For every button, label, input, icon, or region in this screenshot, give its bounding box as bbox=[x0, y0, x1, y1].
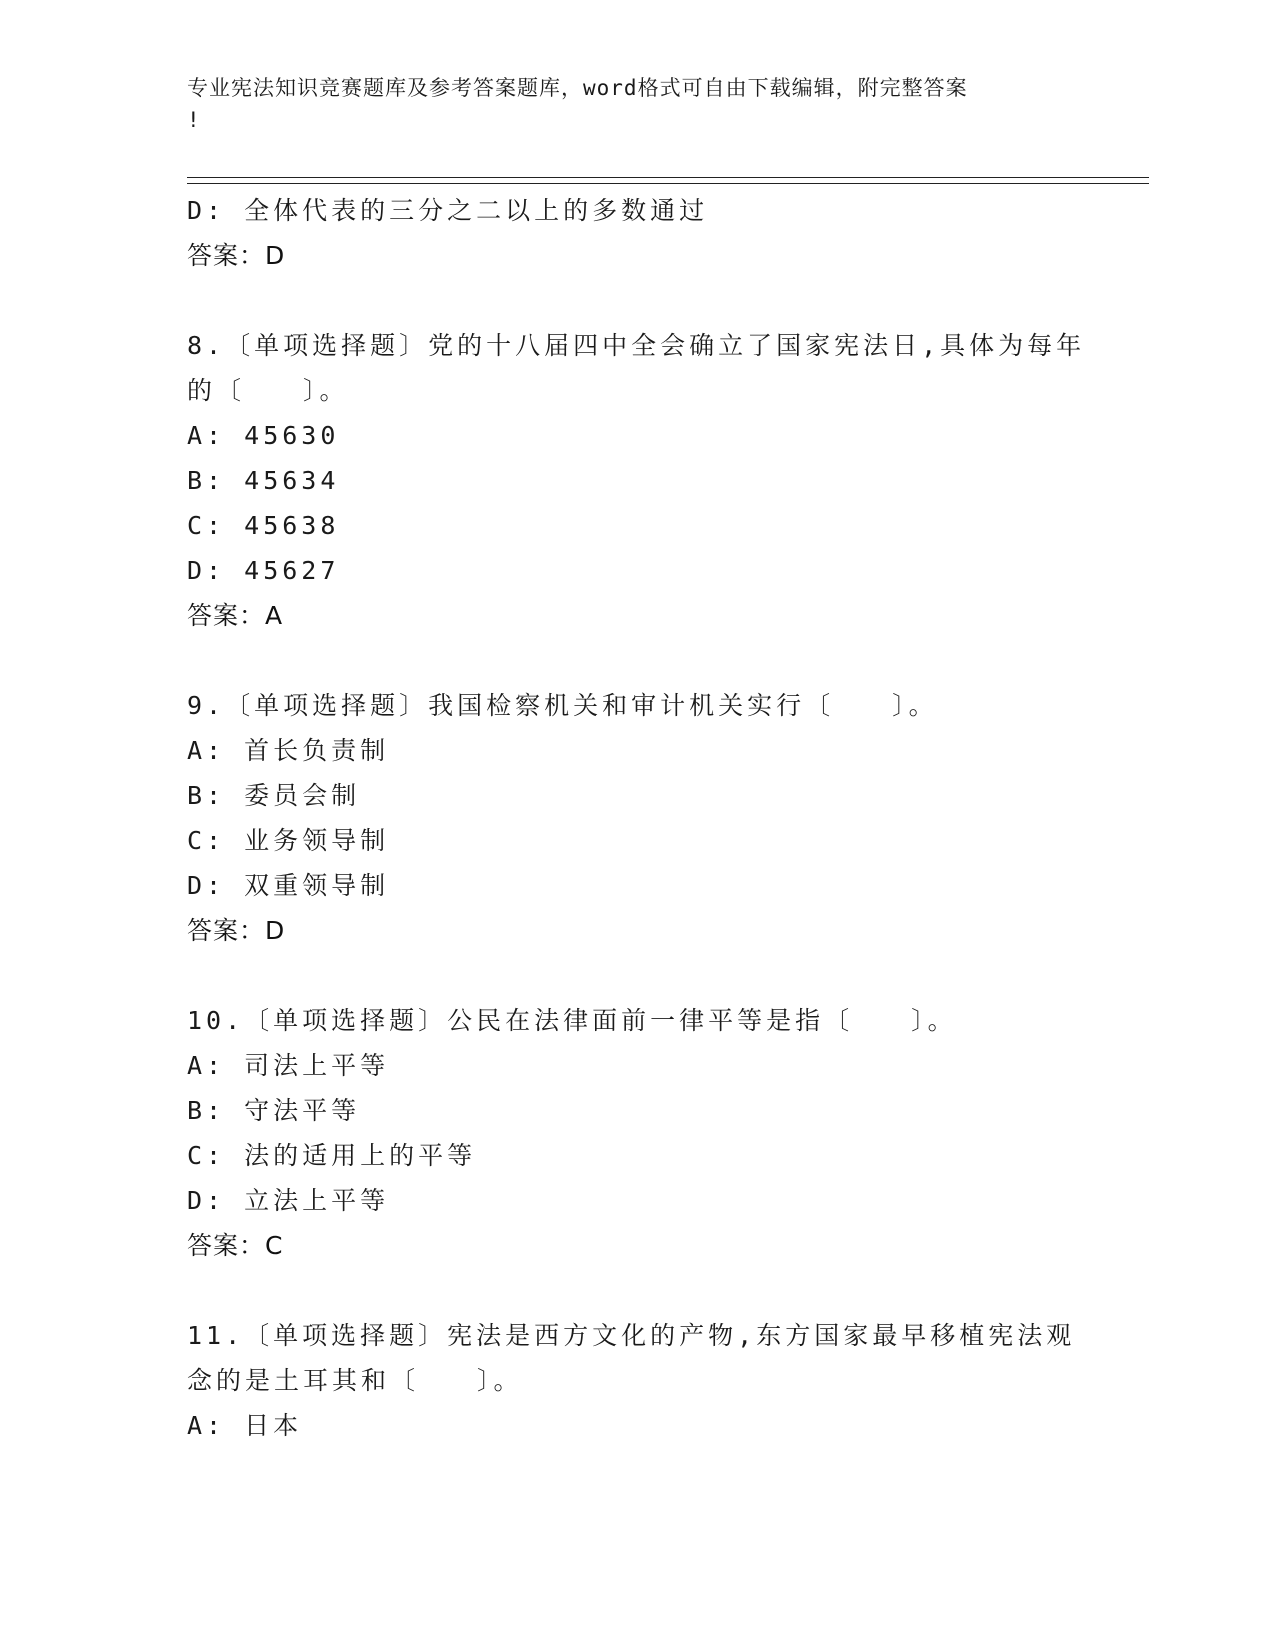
answer-label: 答案：D bbox=[187, 916, 286, 945]
option-d: D: 双重领导制 bbox=[187, 871, 390, 900]
spacer bbox=[187, 638, 1087, 683]
option-a: A: 日本 bbox=[187, 1411, 303, 1440]
answer-label: 答案：A bbox=[187, 601, 284, 630]
question-9 bbox=[187, 683, 1087, 953]
question-stem: 10.〔单项选择题〕公民在法律面前一律平等是指〔 〕。 bbox=[187, 1006, 957, 1035]
spacer bbox=[187, 953, 1087, 998]
option-a: A: 45630 bbox=[187, 421, 340, 450]
header-divider-top bbox=[187, 177, 1149, 178]
spacer bbox=[187, 278, 1087, 323]
header-title-continuation: ! bbox=[187, 108, 201, 132]
document-header bbox=[187, 72, 1087, 136]
option-b: B: 45634 bbox=[187, 466, 340, 495]
option-d: D: 全体代表的三分之二以上的多数通过 bbox=[187, 196, 709, 225]
option-d: D: 45627 bbox=[187, 556, 340, 585]
answer-label: 答案：C bbox=[187, 1231, 284, 1260]
option-c: C: 45638 bbox=[187, 511, 340, 540]
option-c: C: 业务领导制 bbox=[187, 826, 390, 855]
option-d: D: 立法上平等 bbox=[187, 1186, 390, 1215]
option-a: A: 首长负责制 bbox=[187, 736, 390, 765]
header-title: 专业宪法知识竞赛题库及参考答案题库，word格式可自由下载编辑，附完整答案 bbox=[187, 76, 968, 100]
question-7-tail bbox=[187, 188, 1087, 278]
question-stem: 8.〔单项选择题〕党的十八届四中全会确立了国家宪法日,具体为每年 bbox=[187, 331, 1086, 360]
answer-label: 答案：D bbox=[187, 241, 286, 270]
option-b: B: 委员会制 bbox=[187, 781, 361, 810]
question-stem: 11.〔单项选择题〕宪法是西方文化的产物,东方国家最早移植宪法观 bbox=[187, 1321, 1076, 1350]
option-b: B: 守法平等 bbox=[187, 1096, 361, 1125]
option-c: C: 法的适用上的平等 bbox=[187, 1141, 477, 1170]
question-list bbox=[187, 188, 1087, 1448]
question-stem-continuation: 的〔 〕。 bbox=[187, 376, 349, 405]
option-a: A: 司法上平等 bbox=[187, 1051, 390, 1080]
question-stem-continuation: 念的是土耳其和〔 〕。 bbox=[187, 1366, 523, 1395]
question-stem: 9.〔单项选择题〕我国检察机关和审计机关实行〔 〕。 bbox=[187, 691, 938, 720]
question-8 bbox=[187, 323, 1087, 638]
question-10 bbox=[187, 998, 1087, 1268]
spacer bbox=[187, 1268, 1087, 1313]
header-divider-bottom bbox=[187, 183, 1149, 184]
question-11 bbox=[187, 1313, 1087, 1448]
